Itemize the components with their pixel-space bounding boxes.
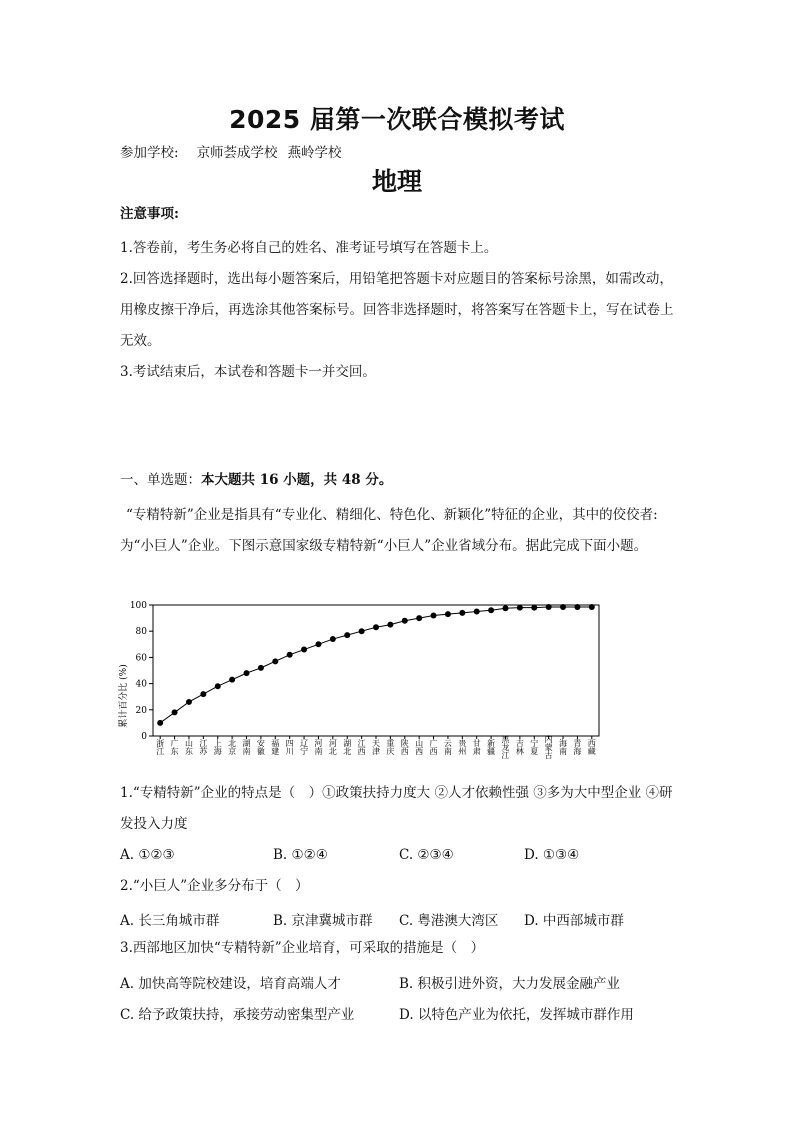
chart-point: [445, 611, 451, 617]
school-2: 燕岭学校: [287, 145, 342, 161]
chart-y-axis: [130, 601, 153, 742]
question-1-option-a[interactable]: A. ①②③: [120, 847, 175, 863]
chart-point: [200, 691, 206, 697]
chart-x-tick-label: 山西: [414, 739, 424, 755]
question-intro: “专精特新”企业是指具有“专业化、精细化、特色化、新颖化”特征的企业，其中的佼佼者: 为“小巨人”企业。下图示意国家级专精特新“小巨人”企业省域分布。据此完成下面小题。: [120, 507, 658, 554]
chart-x-tick-label: 内蒙古: [544, 735, 554, 759]
chart-x-tick-label: 黑龙江: [500, 735, 510, 759]
question-3-option-a[interactable]: A. 加快高等院校建设，培育高端人才: [120, 976, 341, 992]
question-1-option-c[interactable]: C. ②③④: [399, 847, 454, 863]
chart-point: [416, 615, 422, 621]
chart-point: [359, 628, 365, 634]
section-prefix: 一、单选题：: [120, 472, 201, 488]
chart-x-tick-label: 江西: [357, 739, 367, 755]
chart-x-tick-label: 海南: [558, 739, 568, 755]
chart-point: [172, 709, 178, 715]
distribution-chart: [110, 595, 610, 775]
chart-x-tick-label: 河南: [313, 739, 323, 755]
chart-point: [301, 647, 307, 653]
chart-point: [244, 670, 250, 676]
question-3-option-d[interactable]: D. 以特色产业为依托，发挥城市群作用: [399, 1007, 634, 1023]
chart-point: [258, 665, 264, 671]
chart-x-tick-label: 宁夏: [529, 739, 539, 755]
participating-schools: [120, 141, 342, 161]
chart-x-tick-label: 北京: [227, 739, 237, 755]
chart-point: [531, 605, 537, 611]
question-3-option-b[interactable]: B. 积极引进外资，大力发展金融产业: [399, 976, 621, 992]
chart-x-tick-label: 山东: [184, 739, 194, 755]
chart-x-tick-label: 河北: [328, 739, 338, 755]
chart-point: [157, 720, 163, 726]
chart-x-labels: [156, 734, 597, 760]
chart-x-tick-label: 云南: [443, 739, 453, 755]
chart-x-tick-label: 贵州: [457, 739, 467, 755]
question-2-option-d[interactable]: D. 中西部城市群: [524, 913, 624, 929]
chart-x-tick-label: 辽宁: [299, 739, 309, 755]
exam-title: 2025 届第一次联合模拟考试: [229, 105, 565, 134]
chart-point: [474, 609, 480, 615]
section-heading: [120, 465, 676, 496]
chart-point: [488, 607, 494, 613]
chart-point: [373, 624, 379, 630]
chart-series: [157, 604, 595, 726]
chart-x-tick-label: 天津: [371, 739, 381, 755]
chart-x-tick-label: 广西: [429, 739, 439, 755]
chart-x-tick-label: 湖南: [242, 739, 252, 755]
chart-point: [272, 658, 278, 664]
subject-title: 地理: [371, 167, 422, 196]
chart-point: [546, 604, 552, 610]
chart-x-tick-label: 浙江: [155, 739, 165, 755]
chart-point: [344, 632, 350, 638]
chart-point: [186, 699, 192, 705]
chart-y-tick-label: 0: [141, 732, 147, 742]
chart-y-tick-label: 80: [135, 627, 147, 638]
chart-point: [287, 652, 293, 658]
notice-item-1: 1.答卷前，考生务必将自己的姓名、准考证号填写在答题卡上。: [120, 240, 498, 256]
chart-y-tick-label: 100: [129, 601, 147, 611]
chart-point: [589, 604, 595, 610]
chart-x-tick-label: 吉林: [515, 739, 525, 755]
chart-x-tick-label: 重庆: [385, 739, 395, 755]
school-1: 京师荟成学校: [196, 145, 278, 161]
chart-x-tick-label: 上海: [213, 739, 223, 755]
chart-x-tick-label: 青海: [572, 739, 582, 755]
chart-y-tick-label: 40: [135, 679, 147, 690]
chart-x-tick-label: 新疆: [486, 739, 496, 755]
chart-point: [459, 610, 465, 616]
chart-x-tick-label: 广东: [170, 739, 180, 755]
chart-ylabel: 累计百分比 (%): [119, 664, 129, 728]
notice-heading: 注意事项:: [120, 206, 179, 222]
notice-item-2: 2.回答选择题时，选出每小题答案后，用铅笔把答题卡对应题目的答案标号涂黑，如需改动，用橡皮擦干净后，再选涂其他答案标号。回答非选择题时，将答案写在答题卡上，写在试卷上无效。: [120, 271, 674, 349]
chart-point: [330, 636, 336, 642]
chart-point: [502, 605, 508, 611]
chart-point: [431, 612, 437, 618]
notice-item-3: 3.考试结束后，本试卷和答题卡一并交回。: [120, 364, 376, 380]
chart-point: [574, 604, 580, 610]
chart-point: [402, 618, 408, 624]
schools-label: 参加学校:: [120, 145, 179, 161]
chart-x-tick-label: 安徽: [256, 739, 266, 755]
chart-point: [215, 683, 221, 689]
chart-point: [560, 604, 566, 610]
section-desc: 本大题共 16 小题，共 48 分。: [201, 472, 393, 488]
question-2-option-a[interactable]: A. 长三角城市群: [120, 913, 220, 929]
chart-point: [517, 605, 523, 611]
chart-x-tick-label: 甘肃: [472, 739, 482, 755]
question-1-option-d[interactable]: D. ①③④: [524, 847, 580, 863]
chart-point: [315, 641, 321, 647]
question-3-option-c[interactable]: C. 给予政策扶持，承接劳动密集型产业: [120, 1007, 355, 1023]
question-2-option-b[interactable]: B. 京津冀城市群: [273, 913, 373, 929]
chart-x-tick-label: 湖北: [342, 739, 352, 755]
chart-point: [229, 677, 235, 683]
chart-x-tick-label: 陕西: [400, 739, 410, 755]
chart-point: [387, 622, 393, 628]
question-3-stem: 3.西部地区加快“专精特新”企业培育，可采取的措施是（ ）: [120, 940, 485, 956]
question-2-stem: 2.“小巨人”企业多分布于（ ）: [120, 878, 309, 894]
chart-y-tick-label: 20: [135, 705, 147, 716]
question-2-option-c[interactable]: C. 粤港澳大湾区: [399, 913, 499, 929]
chart-x-tick-label: 江苏: [198, 739, 208, 755]
question-1-option-b[interactable]: B. ①②④: [273, 847, 328, 863]
chart-x-tick-label: 西藏: [587, 739, 597, 755]
chart-x-tick-label: 四川: [285, 739, 295, 755]
chart-x-tick-label: 福建: [270, 739, 280, 755]
chart-y-tick-label: 60: [135, 653, 147, 664]
question-1-stem: 1.“专精特新”企业的特点是（ ）①政策扶持力度大 ②人才依赖性强 ③多为大中型企业 ④研发投入力度: [120, 785, 673, 832]
